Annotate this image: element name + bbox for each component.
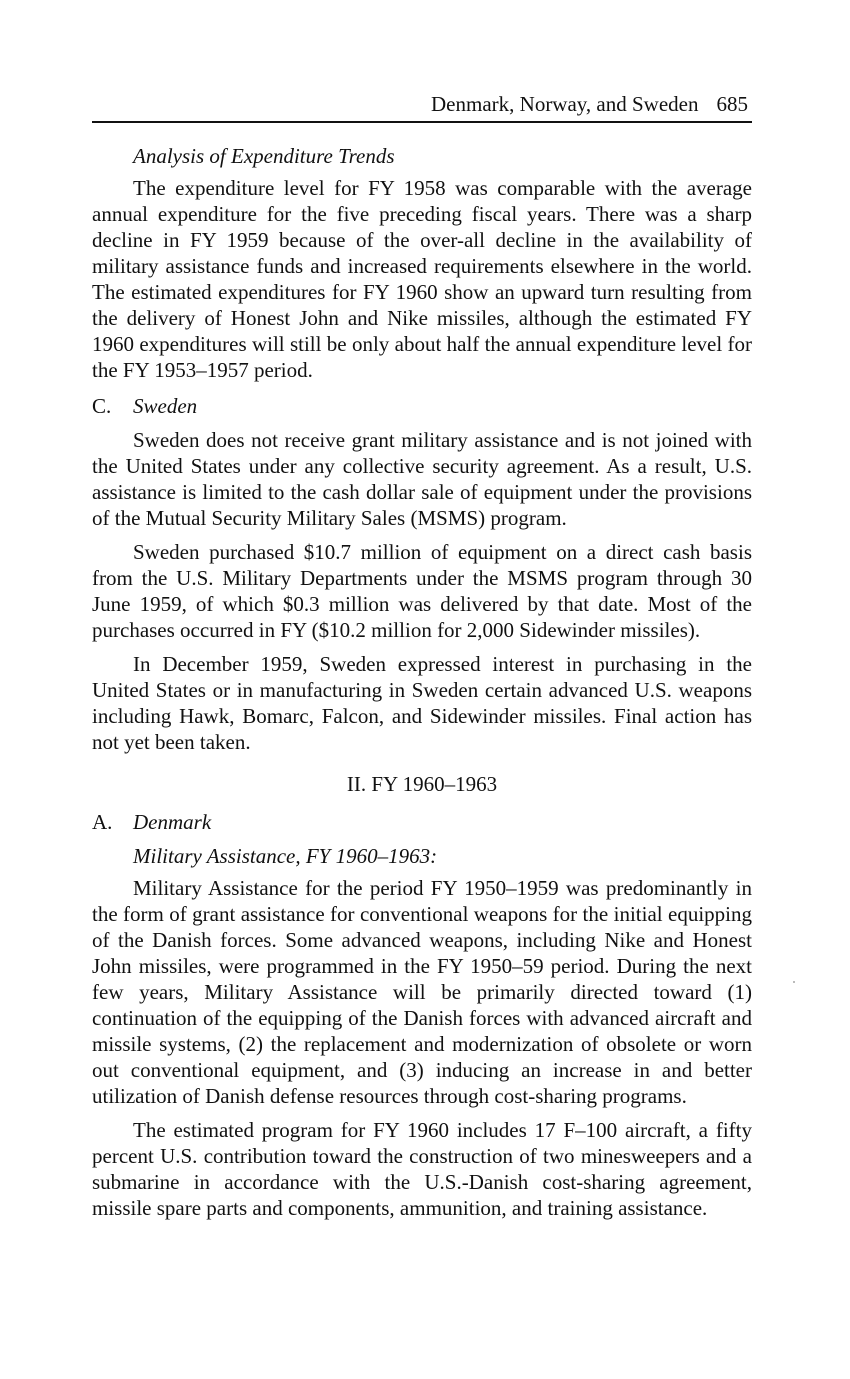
running-header [92, 90, 752, 123]
body-text [92, 143, 752, 1221]
analysis-heading: Analysis of Expenditure Trends [133, 144, 395, 168]
section-letter: C. [92, 394, 112, 418]
section-heading-denmark [92, 809, 752, 835]
section-heading-sweden [92, 393, 752, 419]
denmark-paragraph: Military Assistance for the period FY 1950–1959 was predominantly in the form of grant assistance for conventional weapons for the initial equipping of the Danish forces. Some advanced weapons, including Nike and Honest John missiles, were programmed in the FY 1950–59 period. During the next few years, Military Assistance will be primarily directed toward (1) continuation of the equipping of the Danish forces with advanced aircraft and missile systems, (2) the replacement and modernization of obsolete or worn out conventional equipment, and (3) inducing an increase in and better utilization of Danish defense resources through cost-sharing programs. [92, 876, 752, 1108]
section-title: Sweden [133, 394, 198, 418]
page-number: 685 [716, 92, 748, 116]
part-title: II. FY 1960–1963 [346, 772, 498, 796]
denmark-subheading: Military Assistance, FY 1960–1963: [133, 844, 438, 868]
denmark-paragraph: The estimated program for FY 1960 includes 17 F–100 aircraft, a fifty percent U.S. contribution toward the construction of two minesweepers and a submarine in accordance with the U.S.-Danish cost-sharing agreement, missile spare parts and components, ammunition, and training assistance. [92, 1118, 752, 1220]
section-title: Denmark [133, 810, 212, 834]
running-title: Denmark, Norway, and Sweden [431, 92, 699, 116]
sweden-paragraph: In December 1959, Sweden expressed interest in purchasing in the United States or in manufacturing in Sweden certain advanced U.S. weapons including Hawk, Bomarc, Falcon, and Sidewinder missiles. Final action has not yet been taken. [92, 652, 752, 754]
sweden-paragraph: Sweden purchased $10.7 million of equipment on a direct cash basis from the U.S. Military Departments under the MSMS program through 30 June 1959, of which $0.3 million was delivered by that date. Most of the purchases occurred in FY ($10.2 million for 2,000 Sidewinder missiles). [92, 540, 752, 642]
scan-speck [793, 981, 795, 983]
sweden-paragraph: Sweden does not receive grant military assistance and is not joined with the United States under any collective security agreement. As a result, U.S. assistance is limited to the cash dollar sale of equipment under the provisions of the Mutual Security Military Sales (MSMS) program. [92, 428, 752, 530]
analysis-paragraph: The expenditure level for FY 1958 was comparable with the average annual expenditure for the five preceding fiscal years. There was a sharp decline in FY 1959 because of the over-all decline in the availability of military assistance funds and increased requirements elsewhere in the world. The estimated expenditures for FY 1960 show an upward turn resulting from the delivery of Honest John and Nike missiles, although the estimated FY 1960 expenditures will still be only about half the annual expenditure level for the FY 1953–1957 period. [92, 176, 752, 382]
document-page [92, 90, 752, 1229]
section-letter: A. [92, 810, 113, 834]
